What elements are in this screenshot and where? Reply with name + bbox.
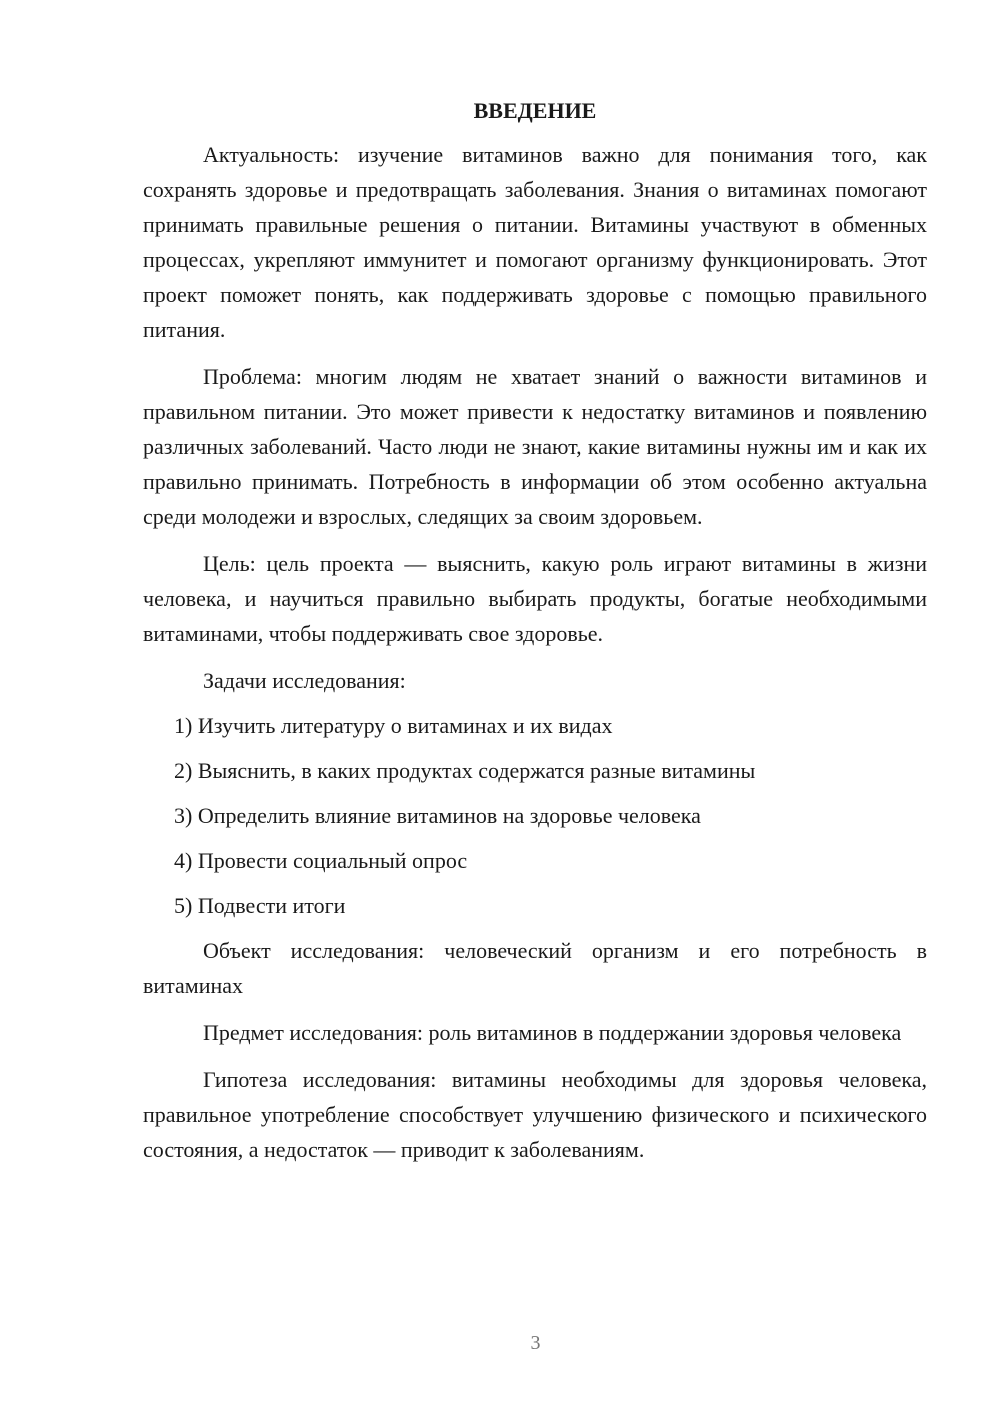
task-item: 5) Подвести итоги	[174, 893, 346, 918]
hypothesis-paragraph: Гипотеза исследования: витамины необходимы для здоровья человека, правильное употребление способствует улучшению физического и психического состояния, а недостаток — приводит к заболеваниям.	[143, 1067, 927, 1162]
subject-paragraph: Предмет исследования: роль витаминов в поддержании здоровья человека	[203, 1020, 902, 1045]
problem-paragraph: Проблема: многим людям не хватает знаний о важности витаминов и правильном питании. Это может привести к недостатку витаминов и появлению различных заболеваний. Часто люди не знают, какие витамины нужны им и как их правильно принимать. Потребность в информации об этом особенно актуальна среди молодежи и взрослых, следящих за своим здоровьем.	[143, 364, 927, 529]
task-item: 2) Выяснить, в каких продуктах содержатся разные витамины	[174, 758, 756, 783]
task-item: 1) Изучить литературу о витаминах и их видах	[174, 713, 613, 738]
page-number: 3	[530, 1332, 541, 1354]
task-list	[143, 708, 927, 923]
task-item: 3) Определить влияние витаминов на здоровье человека	[174, 803, 701, 828]
document-page	[143, 95, 927, 1179]
task-item: 4) Провести социальный опрос	[174, 848, 468, 873]
object-paragraph: Объект исследования: человеческий организм и его потребность в витаминах	[143, 938, 927, 998]
tasks-title: Задачи исследования:	[203, 668, 406, 693]
section-heading: ВВЕДЕНИЕ	[473, 98, 597, 123]
goal-paragraph: Цель: цель проекта — выяснить, какую роль играют витамины в жизни человека, и научиться правильно выбирать продукты, богатые необходимыми витаминами, чтобы поддерживать свое здоровье.	[143, 551, 927, 646]
relevance-paragraph: Актуальность: изучение витаминов важно для понимания того, как сохранять здоровье и предотвращать заболевания. Знания о витаминах помогают принимать правильные решения о питании. Витамины участвуют в обменных процессах, укрепляют иммунитет и помогают организму функционировать. Этот проект поможет понять, как поддерживать здоровье с помощью правильного питания.	[143, 142, 927, 342]
